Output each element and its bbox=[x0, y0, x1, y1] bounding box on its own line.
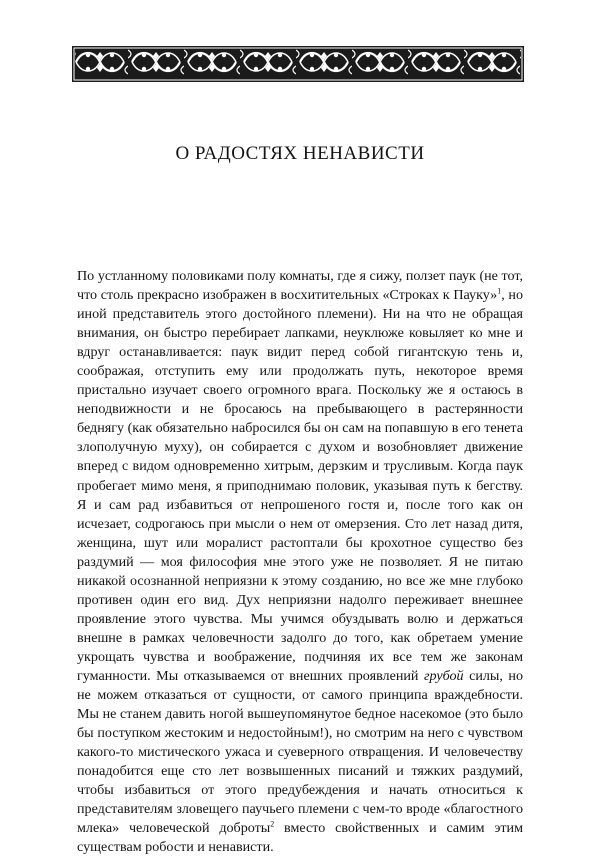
decorative-ornament-band bbox=[72, 46, 524, 82]
body-text-part-2: , но иной представитель этого достойного племени). Ни на что не обращая внимания, он быстро перебирает лапками, неуклюже ковыляет ко мне и вдруг останавливается: паук видит перед собой гигантскую тень и, соображая, отступить ему или продолжать путь, некоторое время пристально изучает своего огромного врага. Поскольку же я остаюсь в неподвижности и не бросаюсь на пребывающего в растерянности беднягу (как обязательно набросился бы он сам на попавшую в его тенета злополучную муху), он собирается с духом и возобновляет движение вперед с видом одновременно хитрым, дерзким и трусливым. Когда паук пробегает мимо меня, я приподнимаю половик, указывая путь к бегству. Я и сам рад избавиться от непрошеного гостя и, после того как он исчезает, содрогаюсь при мысли о нем от омерзения. Сто лет назад дитя, женщина, шут или моралист растоптали бы крохотное существо без раздумий — моя философия мне этого уже не позволяет. Я не питаю никакой осознанной неприязни к этому созданию, но все же мне глубоко противен один его вид. Дух неприязни надолго переживает внешнее проявление этого чувства. Мы учимся обуздывать волю и держаться внешне в рамках человечности задолго до того, как обретаем умение укрощать чувства и воображение, подчиняя их все тем же законам гуманности. Мы отказываемся от внешних проявлений bbox=[77, 287, 523, 684]
italic-word: грубой bbox=[423, 667, 464, 684]
body-text-part-4: вместо свойственных и самим этим существам робости и ненависти. bbox=[77, 820, 523, 856]
body-text-part-1: По устланному половиками полу комнаты, где я сижу, ползет паук (не тот, что столь прекрасно изображен в восхитительных «Строках к Пауку» bbox=[77, 268, 523, 304]
chapter-title: О РАДОСТЯХ НЕНАВИСТИ bbox=[175, 143, 425, 164]
footnote-ref-2[interactable]: 2 bbox=[270, 819, 275, 829]
body-text-part-3: силы, но не можем отказаться от сущности, от самого принципа враждебности. Мы не станем давить ногой вышеупомянутое бедное насекомое (это было бы поступком жестоким и недостойным!), но смотрим на него с чувством какого-то мистического ужаса и суеверного отвращения. И человечеству понадобится еще сто лет возвышенных писаний и тяжких раздумий, чтобы избавиться от этого предубеждения и начать относиться к представителям зловещего паучьего племени с чем-то вроде «благостного млека» человеческой доброты bbox=[77, 667, 523, 837]
footnote-ref-1[interactable]: 1 bbox=[497, 286, 502, 296]
body-paragraph bbox=[77, 267, 523, 857]
